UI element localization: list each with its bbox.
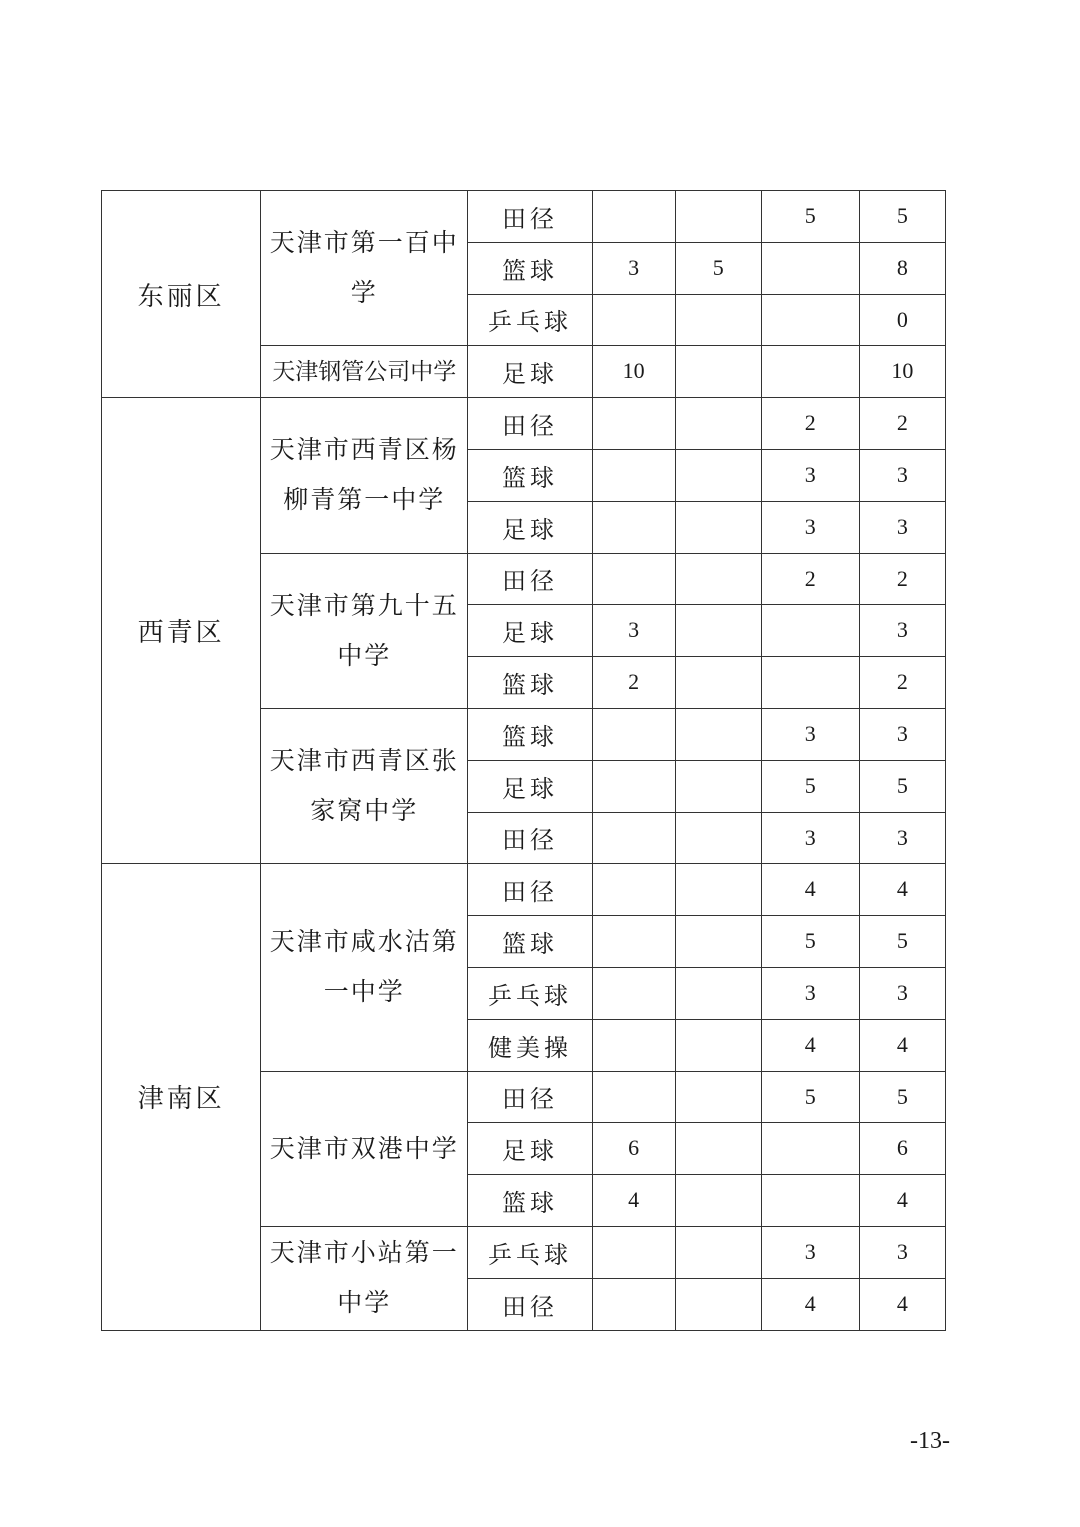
quota-c3-cell: 2 bbox=[761, 553, 859, 605]
quota-c2-cell bbox=[675, 708, 761, 760]
quota-c1-cell bbox=[592, 191, 675, 243]
quota-c2-cell bbox=[675, 294, 761, 346]
quota-c1-cell bbox=[592, 449, 675, 501]
admission-quota-table bbox=[101, 190, 946, 1331]
quota-c1-cell: 10 bbox=[592, 346, 675, 398]
sport-cell: 田径 bbox=[468, 191, 592, 243]
sport-cell: 篮球 bbox=[468, 449, 592, 501]
quota-c3-cell bbox=[761, 605, 859, 657]
quota-c3-cell bbox=[761, 294, 859, 346]
sport-cell: 篮球 bbox=[468, 916, 592, 968]
quota-c2-cell bbox=[675, 553, 761, 605]
quota-c1-cell: 3 bbox=[592, 605, 675, 657]
total-cell: 3 bbox=[859, 501, 945, 553]
page-number: -13- bbox=[910, 1428, 950, 1454]
quota-c2-cell bbox=[675, 812, 761, 864]
sport-cell: 足球 bbox=[468, 501, 592, 553]
quota-c1-cell bbox=[592, 760, 675, 812]
school-cell: 天津市第九十五中学 bbox=[261, 553, 468, 708]
total-cell: 3 bbox=[859, 812, 945, 864]
quota-c2-cell bbox=[675, 864, 761, 916]
quota-c3-cell: 5 bbox=[761, 191, 859, 243]
quota-c3-cell: 2 bbox=[761, 398, 859, 450]
sport-cell: 乒乓球 bbox=[468, 1226, 592, 1278]
quota-c2-cell bbox=[675, 1175, 761, 1227]
quota-c1-cell bbox=[592, 294, 675, 346]
quota-c3-cell: 5 bbox=[761, 916, 859, 968]
total-cell: 3 bbox=[859, 449, 945, 501]
quota-c3-cell bbox=[761, 1123, 859, 1175]
quota-c1-cell: 2 bbox=[592, 657, 675, 709]
school-cell: 天津市西青区杨柳青第一中学 bbox=[261, 398, 468, 553]
total-cell: 3 bbox=[859, 1226, 945, 1278]
total-cell: 10 bbox=[859, 346, 945, 398]
sport-cell: 健美操 bbox=[468, 1019, 592, 1071]
quota-c1-cell: 3 bbox=[592, 242, 675, 294]
sport-cell: 田径 bbox=[468, 1278, 592, 1330]
total-cell: 5 bbox=[859, 916, 945, 968]
table-row bbox=[102, 864, 946, 916]
total-cell: 4 bbox=[859, 1019, 945, 1071]
total-cell: 3 bbox=[859, 967, 945, 1019]
sport-cell: 乒乓球 bbox=[468, 967, 592, 1019]
school-cell: 天津市西青区张家窝中学 bbox=[261, 708, 468, 863]
total-cell: 4 bbox=[859, 1175, 945, 1227]
quota-c3-cell: 4 bbox=[761, 1019, 859, 1071]
sport-cell: 篮球 bbox=[468, 1175, 592, 1227]
quota-c3-cell: 4 bbox=[761, 1278, 859, 1330]
quota-c2-cell bbox=[675, 346, 761, 398]
sport-cell: 篮球 bbox=[468, 242, 592, 294]
sport-cell: 足球 bbox=[468, 605, 592, 657]
sport-cell: 足球 bbox=[468, 1123, 592, 1175]
quota-c3-cell: 3 bbox=[761, 501, 859, 553]
total-cell: 5 bbox=[859, 191, 945, 243]
quota-c1-cell bbox=[592, 501, 675, 553]
quota-c1-cell bbox=[592, 553, 675, 605]
total-cell: 6 bbox=[859, 1123, 945, 1175]
quota-c2-cell bbox=[675, 398, 761, 450]
school-cell: 天津市小站第一中学 bbox=[261, 1226, 468, 1330]
quota-c2-cell bbox=[675, 1071, 761, 1123]
quota-c1-cell bbox=[592, 1019, 675, 1071]
total-cell: 4 bbox=[859, 864, 945, 916]
total-cell: 8 bbox=[859, 242, 945, 294]
sport-cell: 田径 bbox=[468, 812, 592, 864]
school-cell: 天津市第一百中学 bbox=[261, 191, 468, 346]
table-row bbox=[102, 191, 946, 243]
total-cell: 3 bbox=[859, 605, 945, 657]
school-cell: 天津市双港中学 bbox=[261, 1071, 468, 1226]
total-cell: 2 bbox=[859, 398, 945, 450]
total-cell: 4 bbox=[859, 1278, 945, 1330]
total-cell: 5 bbox=[859, 760, 945, 812]
table-row bbox=[102, 398, 946, 450]
school-cell: 天津市咸水沽第一中学 bbox=[261, 864, 468, 1071]
sport-cell: 田径 bbox=[468, 1071, 592, 1123]
sport-cell: 足球 bbox=[468, 346, 592, 398]
quota-c2-cell: 5 bbox=[675, 242, 761, 294]
quota-c1-cell bbox=[592, 967, 675, 1019]
quota-c3-cell bbox=[761, 1175, 859, 1227]
quota-c1-cell bbox=[592, 1278, 675, 1330]
quota-c3-cell: 3 bbox=[761, 449, 859, 501]
quota-c3-cell: 3 bbox=[761, 812, 859, 864]
total-cell: 3 bbox=[859, 708, 945, 760]
total-cell: 2 bbox=[859, 553, 945, 605]
quota-c1-cell bbox=[592, 916, 675, 968]
quota-c1-cell bbox=[592, 812, 675, 864]
quota-c1-cell: 6 bbox=[592, 1123, 675, 1175]
sport-cell: 田径 bbox=[468, 864, 592, 916]
sport-cell: 乒乓球 bbox=[468, 294, 592, 346]
quota-c3-cell: 5 bbox=[761, 760, 859, 812]
quota-c1-cell bbox=[592, 1071, 675, 1123]
total-cell: 2 bbox=[859, 657, 945, 709]
school-cell: 天津钢管公司中学 bbox=[261, 346, 468, 398]
quota-c1-cell bbox=[592, 864, 675, 916]
quota-c1-cell bbox=[592, 398, 675, 450]
quota-c2-cell bbox=[675, 760, 761, 812]
sport-cell: 足球 bbox=[468, 760, 592, 812]
quota-c2-cell bbox=[675, 449, 761, 501]
sport-cell: 篮球 bbox=[468, 657, 592, 709]
district-cell: 东丽区 bbox=[102, 191, 261, 398]
quota-c2-cell bbox=[675, 1278, 761, 1330]
district-cell: 西青区 bbox=[102, 398, 261, 864]
district-cell: 津南区 bbox=[102, 864, 261, 1330]
sport-cell: 田径 bbox=[468, 553, 592, 605]
quota-c2-cell bbox=[675, 1226, 761, 1278]
total-cell: 5 bbox=[859, 1071, 945, 1123]
quota-c3-cell bbox=[761, 657, 859, 709]
sport-cell: 篮球 bbox=[468, 708, 592, 760]
total-cell: 0 bbox=[859, 294, 945, 346]
quota-c2-cell bbox=[675, 657, 761, 709]
quota-c2-cell bbox=[675, 605, 761, 657]
quota-c3-cell: 5 bbox=[761, 1071, 859, 1123]
quota-c2-cell bbox=[675, 191, 761, 243]
quota-c3-cell: 3 bbox=[761, 708, 859, 760]
quota-c1-cell: 4 bbox=[592, 1175, 675, 1227]
table-body bbox=[102, 191, 946, 1331]
quota-c3-cell: 3 bbox=[761, 967, 859, 1019]
quota-c2-cell bbox=[675, 967, 761, 1019]
quota-c2-cell bbox=[675, 501, 761, 553]
quota-c2-cell bbox=[675, 1123, 761, 1175]
quota-c3-cell bbox=[761, 242, 859, 294]
quota-c1-cell bbox=[592, 1226, 675, 1278]
quota-c1-cell bbox=[592, 708, 675, 760]
quota-c3-cell: 4 bbox=[761, 864, 859, 916]
quota-c2-cell bbox=[675, 916, 761, 968]
quota-c3-cell bbox=[761, 346, 859, 398]
quota-c3-cell: 3 bbox=[761, 1226, 859, 1278]
quota-c2-cell bbox=[675, 1019, 761, 1071]
sport-cell: 田径 bbox=[468, 398, 592, 450]
